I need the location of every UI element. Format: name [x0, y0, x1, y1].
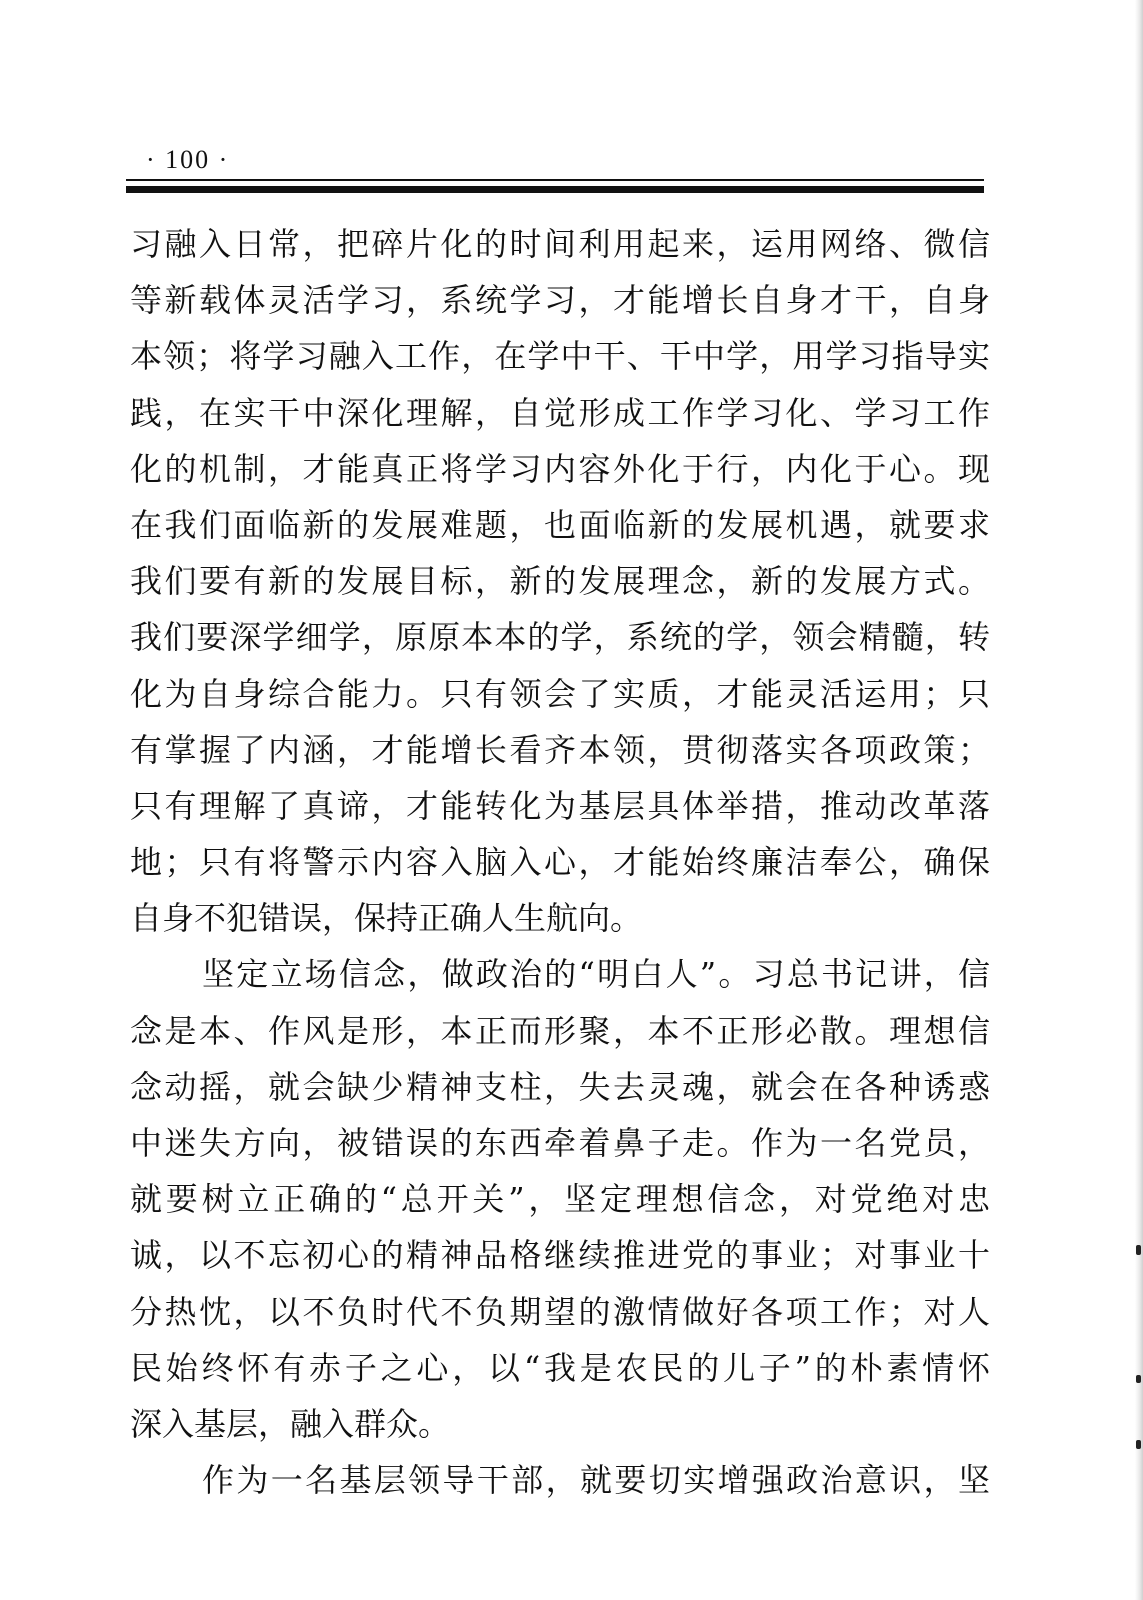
text-line: 念动摇，就会缺少精神支柱，失去灵魂，就会在各种诱惑 [130, 1067, 990, 1106]
edge-mark [1136, 1245, 1141, 1255]
text-line: 诚，以不忘初心的精神品格继续推进党的事业；对事业十 [130, 1236, 990, 1275]
text-line: 习融入日常，把碎片化的时间利用起来，运用网络、微信 [130, 225, 990, 263]
text-line: 念是本、作风是形，本正而形聚，本不正形必散。理想信 [130, 1011, 990, 1050]
text-line: 有掌握了内涵，才能增长看齐本领，贯彻落实各项政策； [130, 730, 990, 769]
header-rule-thin [126, 179, 984, 181]
text-line: 等新载体灵活学习，系统学习，才能增长自身才干，自身 [130, 281, 990, 320]
text-line: 本领；将学习融入工作，在学中干、干中学，用学习指导实 [130, 337, 990, 376]
paragraph-heading-line: 坚定立场信念，做政治的“明白人”。习总书记讲，信 [202, 955, 990, 994]
text-line: 只有理解了真谛，才能转化为基层具体举措，推动改革落 [130, 786, 990, 825]
body-text [130, 216, 990, 1508]
text-line: 深入基层，融入群众。 [130, 1404, 451, 1443]
page-edge-shadow [1135, 0, 1143, 1600]
page-number: · 100 · [146, 145, 230, 174]
text-line: 在我们面临新的发展难题，也面临新的发展机遇，就要求 [130, 505, 990, 544]
text-line: 我们要深学细学，原原本本的学，系统的学，领会精髓，转 [130, 618, 990, 657]
text-line: 地；只有将警示内容入脑入心，才能始终廉洁奉公，确保 [130, 843, 990, 882]
text-line: 民始终怀有赤子之心，以“我是农民的儿子”的朴素情怀 [130, 1348, 990, 1387]
text-line: 我们要有新的发展目标，新的发展理念，新的发展方式。 [130, 562, 990, 601]
text-line: 化的机制，才能真正将学习内容外化于行，内化于心。现 [130, 449, 990, 488]
text-line: 践，在实干中深化理解，自觉形成工作学习化、学习工作 [130, 393, 990, 432]
text-line: 分热忱，以不负时代不负期望的激情做好各项工作；对人 [130, 1292, 990, 1331]
header-rule-thick [126, 186, 984, 193]
text-line: 就要树立正确的“总开关”，坚定理想信念，对党绝对忠 [130, 1180, 990, 1219]
text-line: 中迷失方向，被错误的东西牵着鼻子走。作为一名党员， [130, 1124, 990, 1162]
text-line: 化为自身综合能力。只有领会了实质，才能灵活运用；只 [130, 674, 990, 713]
edge-mark [1136, 1440, 1141, 1449]
edge-mark [1136, 1375, 1141, 1383]
text-line: 自身不犯错误，保持正确人生航向。 [130, 899, 643, 938]
text-line: 作为一名基层领导干部，就要切实增强政治意识，坚 [202, 1461, 990, 1500]
